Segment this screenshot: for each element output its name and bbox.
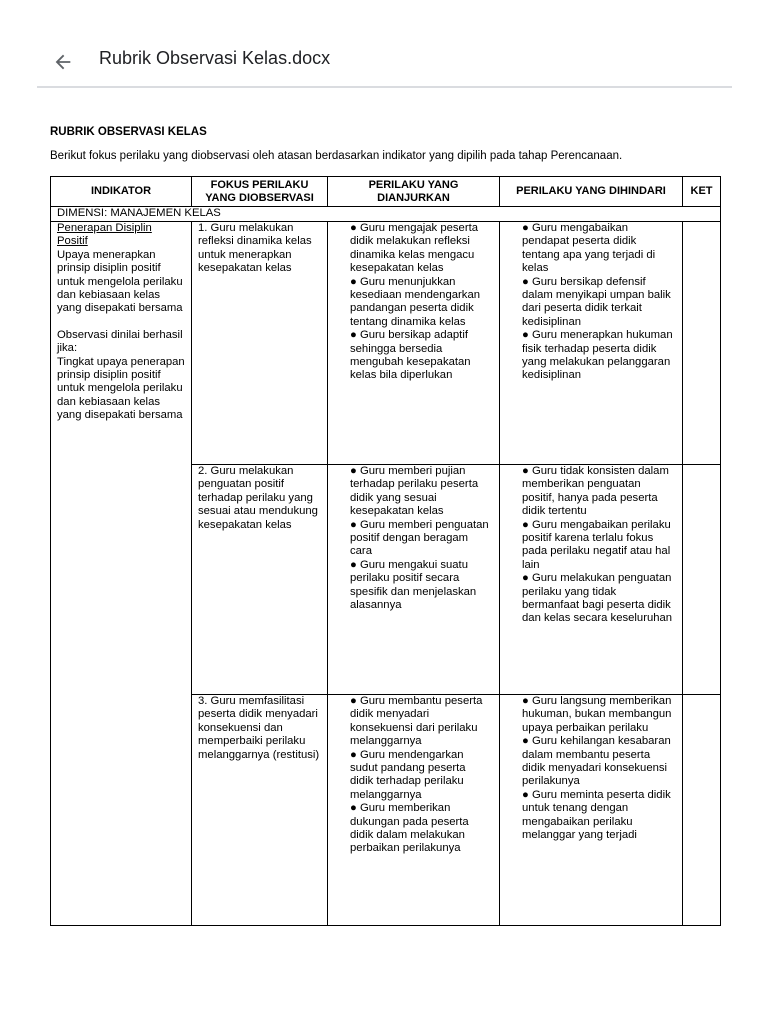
header-dianjurkan: PERILAKU YANG DIANJURKAN [328, 177, 500, 207]
focus-cell: 3. Guru memfasilitasi peserta didik menyadari konsekuensi dan memperbaiki perilaku melanggarnya (restitusi) [192, 695, 328, 926]
avoided-cell [500, 465, 683, 695]
ket-cell [683, 695, 721, 926]
document-title: Rubrik Observasi Kelas.docx [99, 48, 331, 68]
list-item: ● Guru mengabaikan pendapat peserta didik tentang apa yang terjadi di kelas [522, 222, 656, 275]
avoided-cell [500, 222, 683, 465]
focus-cell: 2. Guru melakukan penguatan positif terhadap perilaku yang sesuai atau mendukung kesepakatan kelas [192, 465, 328, 695]
list-item: ● Guru bersikap defensif dalam menyikapi umpan balik dari peserta didik terkait kedisiplinan [522, 275, 671, 328]
table-header-row [51, 177, 721, 207]
list-item: ● Guru mendengarkan sudut pandang peserta didik terhadap perilaku melanggarnya [350, 748, 466, 801]
list-item: ● Guru kehilangan kesabaran dalam membantu peserta didik menyadari konsekuensi perilakunya [522, 735, 671, 788]
rubric-table [50, 176, 721, 926]
list-item: ● Guru menunjukkan kesediaan mendengarkan pandangan peserta didik tentang dinamika kelas [350, 275, 481, 328]
header-dihindari: PERILAKU YANG DIHINDARI [500, 177, 683, 207]
arrow-left-icon [52, 51, 74, 73]
list-item: ● Guru mengajak peserta didik melakukan refleksi dinamika kelas mengacu kesepakatan kelas [350, 222, 479, 275]
list-item: ● Guru memberikan dukungan pada peserta didik dalam melakukan perbaikan perilakunya [350, 802, 469, 855]
header-divider [37, 86, 732, 88]
list-item: ● Guru membantu peserta didik menyadari konsekuensi dari perilaku melanggarnya [350, 695, 483, 748]
ket-cell [683, 465, 721, 695]
dimension-label: DIMENSI: MANAJEMEN KELAS [51, 207, 721, 222]
app-bar [0, 0, 768, 88]
table-row [51, 222, 721, 465]
list-item: ● Guru meminta peserta didik untuk tenang dengan mengabaikan perilaku melanggar yang terjadi [522, 788, 671, 842]
list-item: ● Guru bersikap adaptif sehingga bersedia mengubah kesepakatan kelas bila diperlukan [350, 329, 471, 382]
recommended-cell [328, 465, 500, 695]
list-item: ● Guru tidak konsisten dalam memberikan penguatan positif, hanya pada peserta didik tertentu [522, 465, 669, 518]
indicator-description: Upaya menerapkan prinsip disiplin positif untuk mengelola perilaku dan kebiasaan kelas yang disepakati bersama [57, 248, 183, 315]
header-fokus: FOKUS PERILAKU YANG DIOBSERVASI [192, 177, 328, 207]
back-button[interactable] [46, 44, 82, 80]
avoided-cell [500, 695, 683, 926]
list-item: ● Guru melakukan penguatan perilaku yang tidak bermanfaat bagi peserta didik dan kelas secara keseluruhan [522, 572, 673, 625]
indicator-cell [51, 222, 192, 926]
header-indikator: INDIKATOR [51, 177, 192, 207]
list-item: ● Guru menerapkan hukuman fisik terhadap peserta didik yang melakukan pelanggaran kedisiplinan [522, 329, 673, 382]
ket-cell [683, 222, 721, 465]
list-item: ● Guru mengabaikan perilaku positif karena terlalu fokus pada perilaku negatif atau hal lain [522, 518, 671, 571]
focus-cell: 1. Guru melakukan refleksi dinamika kelas untuk menerapkan kesepakatan kelas [192, 222, 328, 465]
list-item: ● Guru langsung memberikan hukuman, bukan membangun upaya perbaikan perilaku [522, 695, 672, 734]
document-heading: RUBRIK OBSERVASI KELAS [50, 126, 207, 138]
indicator-criteria: Tingkat upaya penerapan prinsip disiplin positif untuk mengelola perilaku dan kebiasaan kelas yang disepakati bersama [57, 355, 185, 422]
recommended-cell [328, 695, 500, 926]
dimension-row [51, 207, 721, 222]
list-item: ● Guru memberi penguatan positif dengan beragam cara [350, 518, 489, 558]
recommended-cell [328, 222, 500, 465]
list-item: ● Guru mengakui suatu perilaku positif secara spesifik dan menjelaskan alasannya [350, 558, 477, 612]
document-intro: Berikut fokus perilaku yang diobservasi oleh atasan berdasarkan indikator yang dipilih pada tahap Perencanaan. [50, 150, 623, 162]
list-item: ● Guru memberi pujian terhadap perilaku peserta didik yang sesuai kesepakatan kelas [350, 465, 479, 518]
indicator-title: Penerapan Disiplin Positif [57, 222, 152, 248]
indicator-criteria-label: Observasi dinilai berhasil jika: [57, 328, 183, 355]
header-ket: KET [683, 177, 721, 207]
